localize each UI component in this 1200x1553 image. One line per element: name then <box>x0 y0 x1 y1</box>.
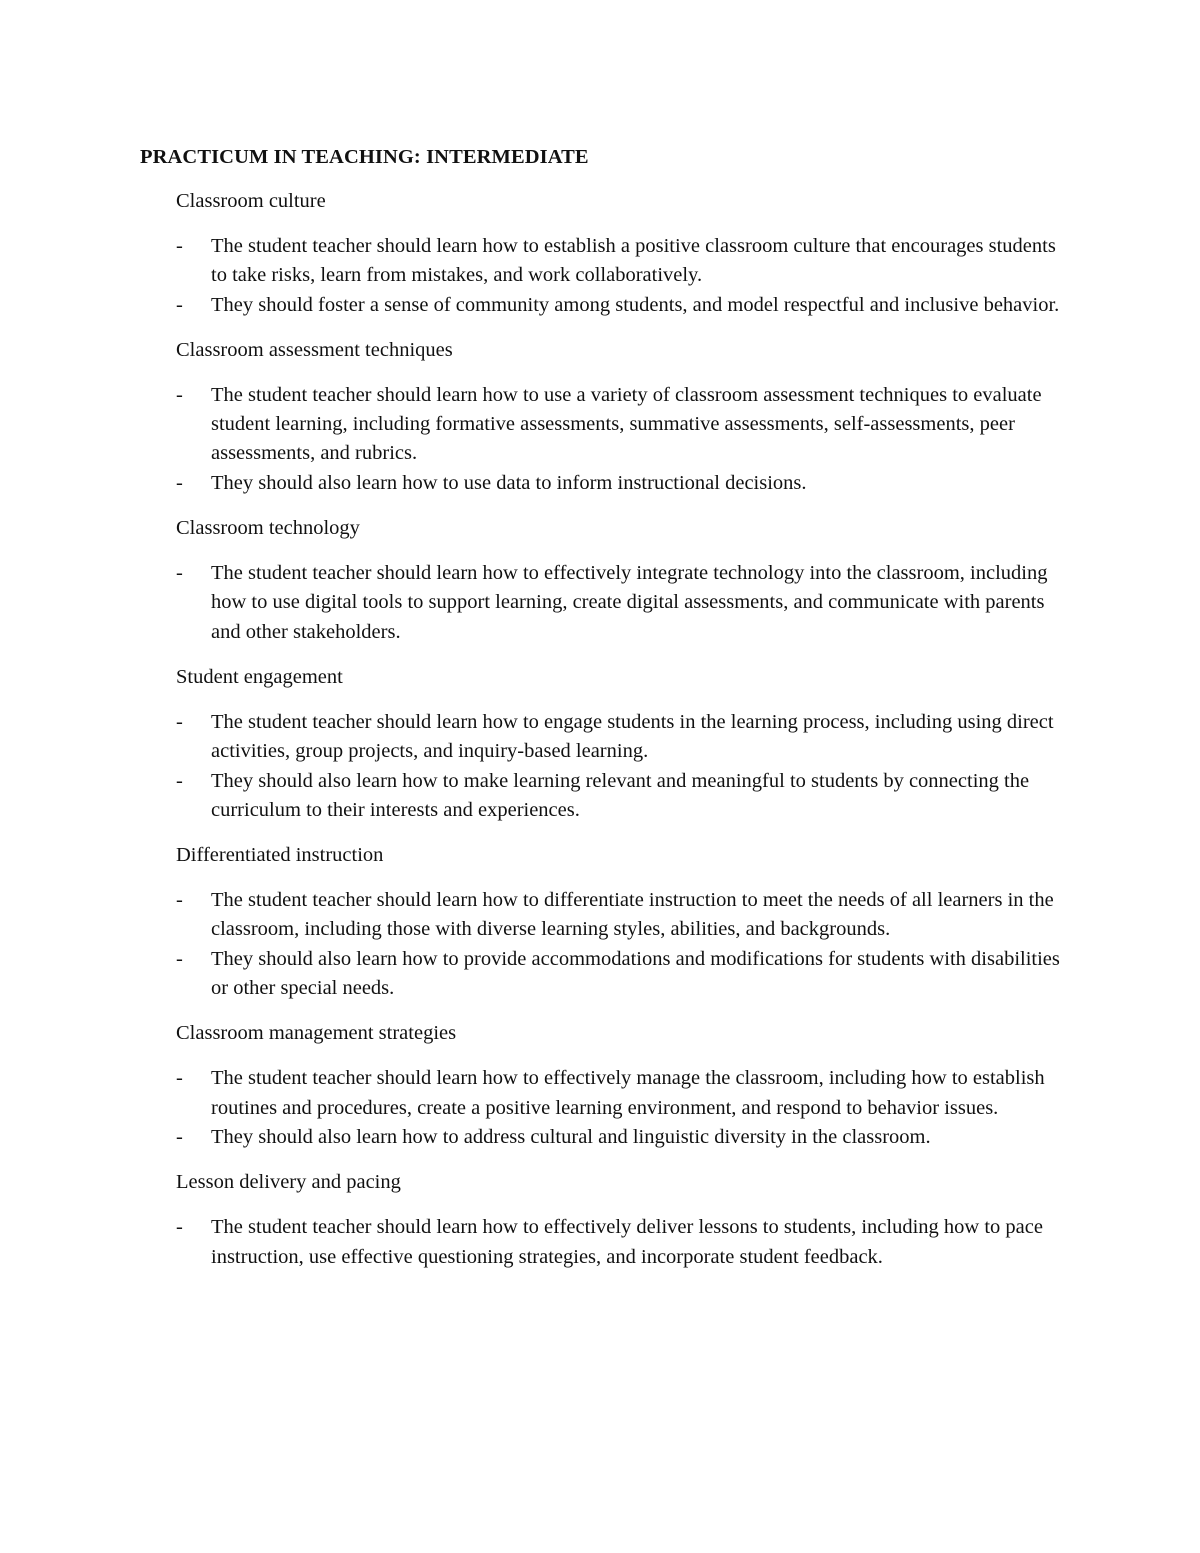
bullet-dash: - <box>176 1216 183 1239</box>
bullet-dash: - <box>176 710 183 733</box>
bullet-dash: - <box>176 947 183 970</box>
bullet-list <box>140 381 1070 498</box>
section-heading: Classroom culture <box>176 190 326 212</box>
list-item <box>140 767 1070 826</box>
section <box>140 514 1070 647</box>
section-heading: Lesson delivery and pacing <box>176 1171 401 1194</box>
list-item <box>140 381 1070 469</box>
bullet-list <box>140 1064 1070 1152</box>
list-item <box>140 1123 1070 1152</box>
bullet-text: The student teacher should learn how to differentiate instruction to meet the needs of all learners in the classroom, including those with diverse learning styles, abilities, and backgrounds. <box>211 889 1054 941</box>
bullet-dash: - <box>176 562 183 585</box>
document-body <box>140 143 1070 1288</box>
list-item <box>140 291 1070 320</box>
section <box>140 187 1070 320</box>
document-title: PRACTICUM IN TEACHING: INTERMEDIATE <box>140 146 589 168</box>
list-item <box>140 708 1070 767</box>
section <box>140 841 1070 1003</box>
bullet-text: The student teacher should learn how to engage students in the learning process, including using direct activities, group projects, and inquiry-based learning. <box>211 710 1054 763</box>
bullet-text: They should also learn how to address cultural and linguistic diversity in the classroom. <box>211 1125 931 1148</box>
bullet-list <box>140 559 1070 647</box>
bullet-list <box>140 708 1070 825</box>
section <box>140 336 1070 498</box>
bullet-text: The student teacher should learn how to use a variety of classroom assessment techniques to evaluate student learning, including formative assessments, summative assessments, self-assessments, peer assessments, and rubrics. <box>211 383 1042 465</box>
bullet-text: The student teacher should learn how to effectively manage the classroom, including how to establish routines and procedures, create a positive learning environment, and respond to behavior issues. <box>211 1067 1045 1119</box>
section-heading: Classroom management strategies <box>176 1022 457 1045</box>
bullet-list <box>140 232 1070 320</box>
section <box>140 1019 1070 1152</box>
list-item <box>140 886 1070 945</box>
bullet-text: The student teacher should learn how to effectively integrate technology into the classroom, including how to use digital tools to support learning, create digital assessments, and communicate with parents and other stakeholders. <box>211 562 1048 643</box>
bullet-text: They should foster a sense of community among students, and model respectful and inclusive behavior. <box>211 293 1060 316</box>
bullet-text: The student teacher should learn how to effectively deliver lessons to students, including how to pace instruction, use effective questioning strategies, and incorporate student feedback. <box>211 1216 1043 1268</box>
section-heading: Classroom assessment techniques <box>176 338 453 361</box>
bullet-dash: - <box>176 1067 183 1090</box>
bullet-text: They should also learn how to provide accommodations and modifications for students with disabilities or other special needs. <box>211 947 1060 1000</box>
bullet-dash: - <box>176 293 183 316</box>
bullet-text: The student teacher should learn how to establish a positive classroom culture that encourages students to take risks, learn from mistakes, and work collaboratively. <box>211 235 1056 287</box>
section <box>140 1168 1070 1272</box>
bullet-dash: - <box>176 383 183 406</box>
bullet-dash: - <box>176 769 183 792</box>
bullet-list <box>140 1213 1070 1272</box>
bullet-dash: - <box>176 889 183 912</box>
list-item <box>140 469 1070 498</box>
list-item <box>140 945 1070 1004</box>
section <box>140 663 1070 825</box>
list-item <box>140 1213 1070 1272</box>
section-heading: Differentiated instruction <box>176 844 384 867</box>
bullet-text: They should also learn how to use data to inform instructional decisions. <box>211 471 807 494</box>
bullet-dash: - <box>176 1125 183 1148</box>
section-heading: Classroom technology <box>176 517 360 540</box>
section-heading: Student engagement <box>176 665 343 688</box>
list-item <box>140 232 1070 291</box>
bullet-dash: - <box>176 235 183 257</box>
bullet-text: They should also learn how to make learning relevant and meaningful to students by connecting the curriculum to their interests and experiences. <box>211 769 1030 821</box>
list-item <box>140 1064 1070 1123</box>
section-container <box>140 187 1070 1272</box>
bullet-list <box>140 886 1070 1003</box>
bullet-dash: - <box>176 471 183 494</box>
list-item <box>140 559 1070 647</box>
